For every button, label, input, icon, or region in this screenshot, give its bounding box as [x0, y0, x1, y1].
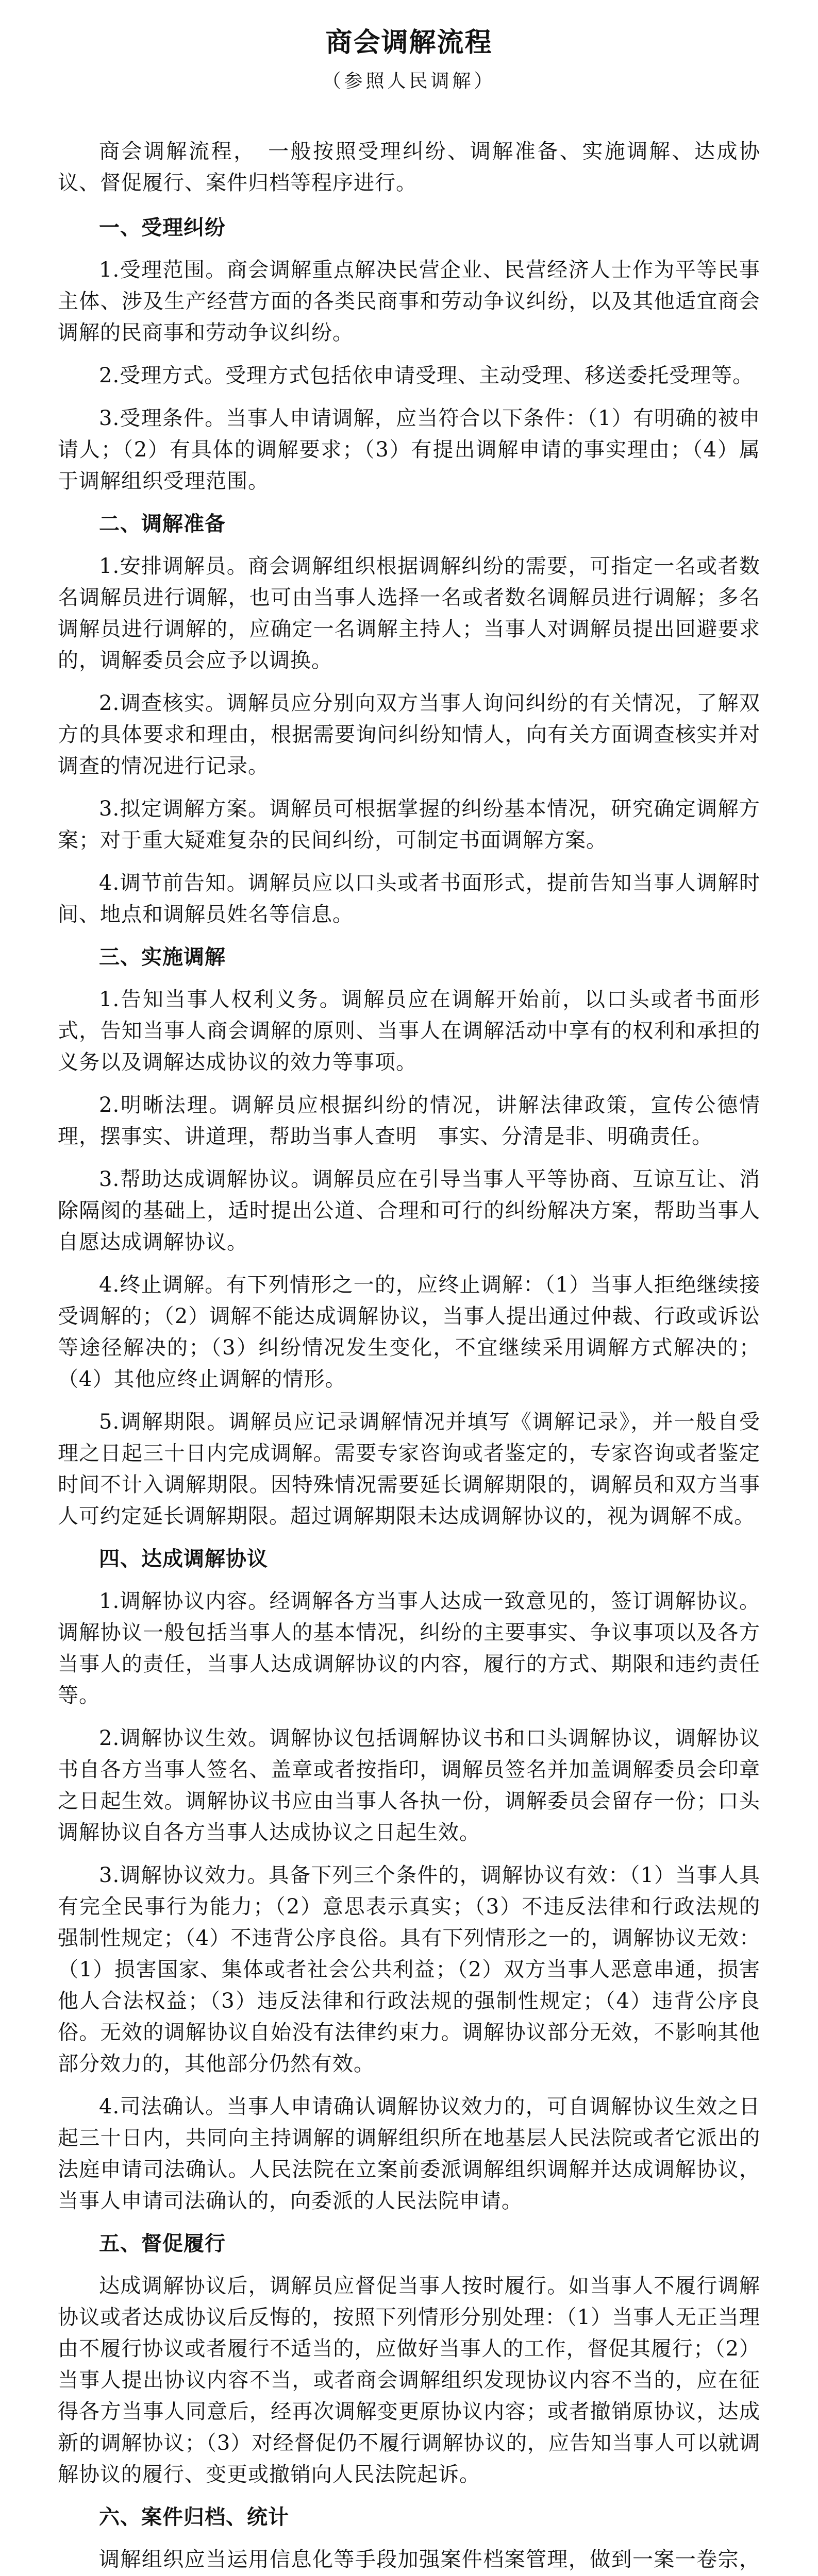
section-heading-archive: 六、案件归档、统计	[99, 2505, 289, 2529]
paragraph: 3.调解协议效力。具备下列三个条件的，调解协议有效：（1）当事人具有完全民事行为能力；（2）意思表示真实；（3）不违反法律和行政法规的强制性规定；（4）不违背公序良俗。具有下列情形之一的，调解协议无效：（1）损害国家、集体或者社会公共利益；（2）双方当事人恶意串通，损害他人合法权益；（3）违反法律和行政法规的强制性规定；（4）违背公序良俗。无效的调解协议自始没有法律约束力。调解协议部分无效，不影响其他部分效力的，其他部分仍然有效。	[58, 1863, 760, 2076]
paragraph: 1.调解协议内容。经调解各方当事人达成一致意见的，签订调解协议。调解协议一般包括当事人的基本情况，纠纷的主要事实、争议事项以及各方当事人的责任，当事人达成调解协议的内容，履行的方式、期限和违约责任等。	[58, 1589, 760, 1707]
paragraph: 2.调查核实。调解员应分别向双方当事人询问纠纷的有关情况，了解双方的具体要求和理由，根据需要询问纠纷知情人，向有关方面调查核实并对调查的情况进行记录。	[58, 691, 760, 778]
paragraph: 1.告知当事人权利义务。调解员应在调解开始前，以口头或者书面形式，告知当事人商会调解的原则、当事人在调解活动中享有的权利和承担的义务以及调解达成协议的效力等事项。	[58, 988, 760, 1074]
paragraph: 4.终止调解。有下列情形之一的，应终止调解：（1）当事人拒绝继续接受调解的；（2）调解不能达成调解协议，当事人提出通过仲裁、行政或诉讼等途径解决的；（3）纠纷情况发生变化，不宜继续采用调解方式解决的；（4）其他应终止调解的情形。	[58, 1273, 760, 1391]
paragraph: 3.帮助达成调解协议。调解员应在引导当事人平等协商、互谅互让、消除隔阂的基础上，适时提出公道、合理和可行的纠纷解决方案，帮助当事人自愿达成调解协议。	[58, 1167, 760, 1254]
paragraph: 4.司法确认。当事人申请确认调解协议效力的，可自调解协议生效之日起三十日内，共同向主持调解的调解组织所在地基层人民法院或者它派出的法庭申请司法确认。人民法院在立案前委派调解组织调解并达成调解协议，当事人申请司法确认的，向委派的人民法院申请。	[58, 2095, 760, 2213]
section-heading-implementation: 三、实施调解	[99, 945, 226, 969]
section-heading-accept: 一、受理纠纷	[99, 216, 226, 240]
paragraph: 1.安排调解员。商会调解组织根据调解纠纷的需要，可指定一名或者数名调解员进行调解，也可由当事人选择一名或者数名调解员进行调解；多名调解员进行调解的，应确定一名调解主持人；当事人对调解员提出回避要求的，调解委员会应予以调换。	[58, 554, 760, 672]
paragraph: 达成调解协议后，调解员应督促当事人按时履行。如当事人不履行调解协议或者达成协议后反悔的，按照下列情形分别处理：（1）当事人无正当理由不履行协议或者履行不适当的，应做好当事人的工作，督促其履行；（2）当事人提出协议内容不当，或者商会调解组织发现协议内容不当的，应在征得各方当事人同意后，经再次调解变更原协议内容；或者撤销原协议，达成新的调解协议；（3）对经督促仍不履行调解协议的，应告知当事人可以就调解协议的履行、变更或撤销向人民法院起诉。	[58, 2274, 760, 2486]
paragraph: 5.调解期限。调解员应记录调解情况并填写《调解记录》，并一般自受理之日起三十日内完成调解。需要专家咨询或者鉴定的，专家咨询或者鉴定时间不计入调解期限。因特殊情况需要延长调解期限的，调解员和双方当事人可约定延长调解期限。超过调解期限未达成调解协议的，视为调解不成。	[58, 1410, 760, 1528]
paragraph: 4.调节前告知。调解员应以口头或者书面形式，提前告知当事人调解时间、地点和调解员姓名等信息。	[58, 871, 760, 926]
paragraph: 3.受理条件。当事人申请调解，应当符合以下条件：（1）有明确的被申请人；（2）有具体的调解要求；（3）有提出调解申请的事实理由；（4）属于调解组织受理范围。	[58, 406, 760, 493]
document-subtitle: （参照人民调解）	[322, 71, 496, 92]
section-heading-agreement: 四、达成调解协议	[99, 1547, 268, 1571]
paragraph: 调解组织应当运用信息化等手段加强案件档案管理，做到一案一卷宗，	[99, 2548, 760, 2571]
paragraph: 2.明晰法理。调解员应根据纠纷的情况，讲解法律政策，宣传公德情理，摆事实、讲道理，帮助当事人查明 事实、分清是非、明确责任。	[58, 1093, 760, 1148]
paragraph: 1.受理范围。商会调解重点解决民营企业、民营经济人士作为平等民事主体、涉及生产经营方面的各类民商事和劳动争议纠纷，以及其他适宜商会调解的民商事和劳动争议纠纷。	[58, 258, 760, 345]
document-title: 商会调解流程	[325, 27, 493, 58]
paragraph: 2.受理方式。受理方式包括依申请受理、主动受理、移送委托受理等。	[99, 364, 754, 387]
paragraph: 2.调解协议生效。调解协议包括调解协议书和口头调解协议，调解协议书自各方当事人签名、盖章或者按指印，调解员签名并加盖调解委员会印章之日起生效。调解协议书应由当事人各执一份，调解委员会留存一份；口头调解协议自各方当事人达成协议之日起生效。	[58, 1726, 760, 1844]
section-heading-supervision: 五、督促履行	[99, 2232, 226, 2256]
paragraph: 3.拟定调解方案。调解员可根据掌握的纠纷基本情况，研究确定调解方案；对于重大疑难复杂的民间纠纷，可制定书面调解方案。	[58, 797, 760, 852]
intro-paragraph: 商会调解流程， 一般按照受理纠纷、调解准备、实施调解、达成协议、督促履行、案件归档等程序进行。	[58, 140, 760, 195]
section-heading-preparation: 二、调解准备	[99, 512, 226, 536]
